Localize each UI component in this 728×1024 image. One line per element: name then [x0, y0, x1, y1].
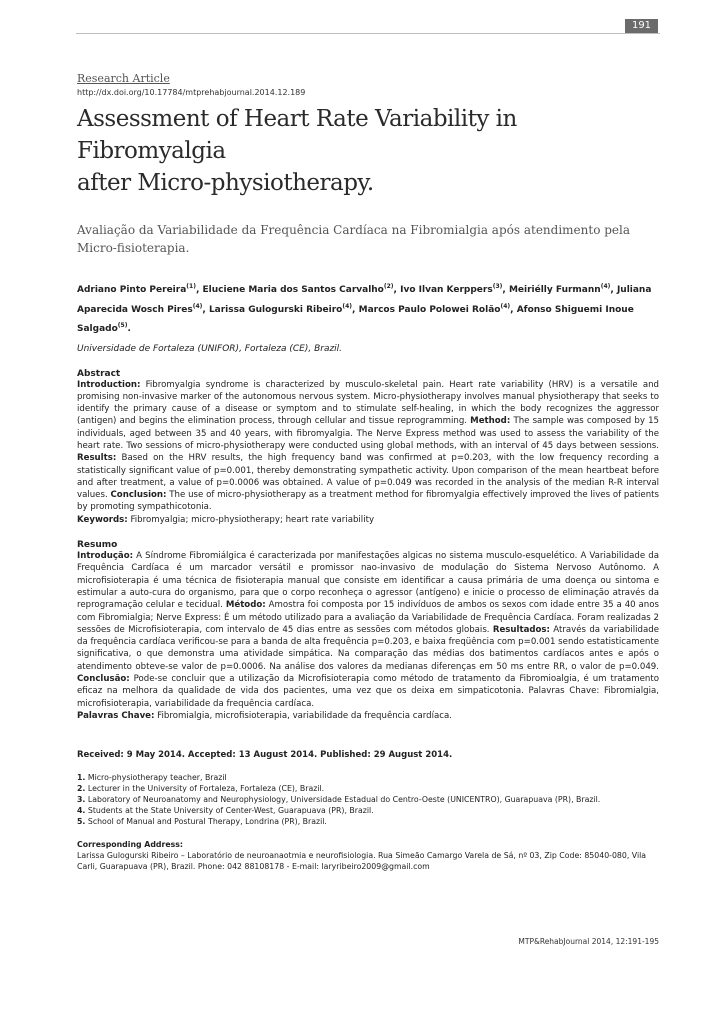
abstract-text: Introduction: Fibromyalgia syndrome is characterized by musculo-skeletal pain. Heart rate variability (HRV) is a versatile and promising non-invasive marker of the autonomous nervous system. Micro-physiotherapy involves manual physiotherapy that seeks to identify the primary cause of a disease or symptom and to stimulate self-healing, in which the body recognizes the aggressor (antigen) and begins the elimination process, through cellular and tissue reprogramming. Method: The sample was composed by 15 individuals, aged between 35 and 40 years, with fibromyalgia. The Nerve Express method was used to assess the variability of the heart rate. Two sessions of micro-physiotherapy were conducted using global methods, with an interval of 45 days between sessions. Results: Based on the HRV results, the high frequency band was confirmed at p=0.203, with the low frequency recording a statistically significant value of p=0.001, thereby demonstrating sympathetic activity. Upon comparison of the mean heartbeat before and after treatment, a value of p=0.0006 was obtained. A value of p=0.049 was recorded in the analysis of the median R-R interval values. Conclusion: The use of micro-physiotherapy as a treatment method for fibromyalgia effectively improved the lives of patients by promoting sympathicotonia.: [77, 379, 660, 513]
author: Juliana Aparecida Wosch Pires$^{(4)}$,: [77, 285, 652, 315]
note-item: 2. Lecturer in the University of Fortaleza, Fortaleza (CE), Brazil.: [77, 784, 325, 794]
author: Eluciene Maria dos Santos Carvalho$^{(2)}$,: [202, 283, 401, 295]
corresponding-text: Larissa Gulogurski Ribeiro – Laboratório de neuroanaotmia e neurofisiologia. Rua Simeão Camargo Varela de Sá, nº 03, Zip Code: 85040-080, Vila Carli, Guarapuava (PR), Brazil. Phone: 042 88108178 - E-mail: laryribeiro2009@gmail.com: [77, 851, 647, 872]
title-line-2: after Micro-physiotherapy.: [77, 170, 374, 196]
header-rule: [76, 33, 660, 34]
resumo-text: Introdução: A Síndrome Fibromiálgica é caracterizada por manifestações algicas no sistema musculo-esquelético. A Variabilidade da Frequência Cardíaca é um marcador versátil e promissor nao-invasivo de modulação do Sistema Nervoso Autônomo. A microfisioterapia é uma técnica de fisioterapia manual que consiste em identificar a causa primária de uma doença ou sintoma e estimular a auto-cura do organismo, para que o corpo reconheça o agressor (antígeno) e inicie o processo de eliminação através da reprogramação celular e tecidual. Método: Amostra foi composta por 15 indivíduos de ambos os sexos com idade entre 35 a 40 anos com Fibromialgia; Nerve Express: É um método utilizado para a avaliação da Variabilidade de Frequência Cardíaca. Foram realizadas 2 sessões de Microfisioterapia, com intervalo de 45 dias entre as sessões com métodos globais. Resultados: Através da variabilidade da frequência cardíaca verificou-se para a banda de alta frequência p=0.203, e baixa freqüência com p=0.001 sendo estatisticamente significativa, o que demonstra uma atividade simpática. Na comparação das médias dos batimentos cardíacos antes e após o atendimento obteve-se valor de p=0.0006. Na análise dos valores da medianas diferenças em 50 ms entre RR, o valor de p=0.049. Conclusão: Pode-se concluir que a utilização da Microfisioterapia como método de tratamento da Fibromioalgia, é um tratamento eficaz na melhora da qualidade de vida dos pacientes, uma vez que os deixa em simpaticotonia. Palavras Chave: Fibromialgia, microfisioterapia, variabilidade da frequência cardíaca.: [77, 551, 659, 709]
article-subtitle: Avaliação da Variabilidade da Frequência Cardíaca na Fibromialgia após atendimento pela Micro-fisioterapia.: [77, 223, 631, 255]
author: Adriano Pinto Pereira$^{(1)}$,: [77, 283, 203, 295]
resumo-section: [77, 540, 659, 722]
title-line-1: Assessment of Heart Rate Variability in Fibromyalgia: [77, 106, 517, 164]
article-type: Research Article: [77, 72, 170, 85]
doi-link[interactable]: http://dx.doi.org/10.17784/mtprehabjournal.2014.12.189: [77, 88, 306, 97]
received-dates: Received: 9 May 2014. Accepted: 13 August 2014. Published: 29 August 2014.: [77, 750, 453, 761]
abstract-keywords: Keywords: Fibromyalgia; micro-physiotherapy; heart rate variability: [77, 514, 375, 525]
note-item: 5. School of Manual and Postural Therapy, Londrina (PR), Brazil.: [77, 817, 327, 827]
journal-footer: MTP&RehabJournal 2014, 12:191-195: [518, 937, 659, 946]
author-list: [77, 279, 659, 338]
article-body: [77, 72, 659, 872]
note-item: 1. Micro-physiotherapy teacher, Brazil: [77, 773, 227, 783]
resumo-heading: Resumo: [77, 540, 118, 551]
abstract-heading: Abstract: [77, 368, 121, 379]
abstract-section: [77, 369, 659, 527]
corresponding-address: [77, 839, 659, 872]
author: Ivo Ilvan Kerppers$^{(3)}$,: [400, 283, 509, 295]
author: Larissa Gulogurski Ribeiro$^{(4)}$,: [208, 302, 359, 315]
affiliation: Universidade de Fortaleza (UNIFOR), Fortaleza (CE), Brazil.: [77, 343, 343, 354]
page-number: 191: [625, 19, 658, 33]
note-item: 4. Students at the State University of Center-West, Guarapuava (PR), Brazil.: [77, 806, 374, 816]
resumo-keywords: Palavras Chave: Fibromialgia, microfisioterapia, variabilidade da frequência cardíaca.: [77, 710, 452, 721]
author: Afonso Shiguemi Inoue Salgado$^{(5)}$.: [77, 304, 634, 334]
corresponding-heading: Corresponding Address:: [77, 840, 184, 850]
affiliation-notes: [77, 772, 659, 827]
author: Marcos Paulo Polowei Rolão$^{(4)}$,: [358, 302, 517, 315]
note-item: 3. Laboratory of Neuroanatomy and Neurophysiology, Universidade Estadual do Centro-Oeste (UNICENTRO), Guarapuava (PR), Brazil.: [77, 795, 601, 805]
author: Meiriélly Furmann$^{(4)}$,: [508, 283, 617, 295]
article-title: [77, 103, 659, 199]
